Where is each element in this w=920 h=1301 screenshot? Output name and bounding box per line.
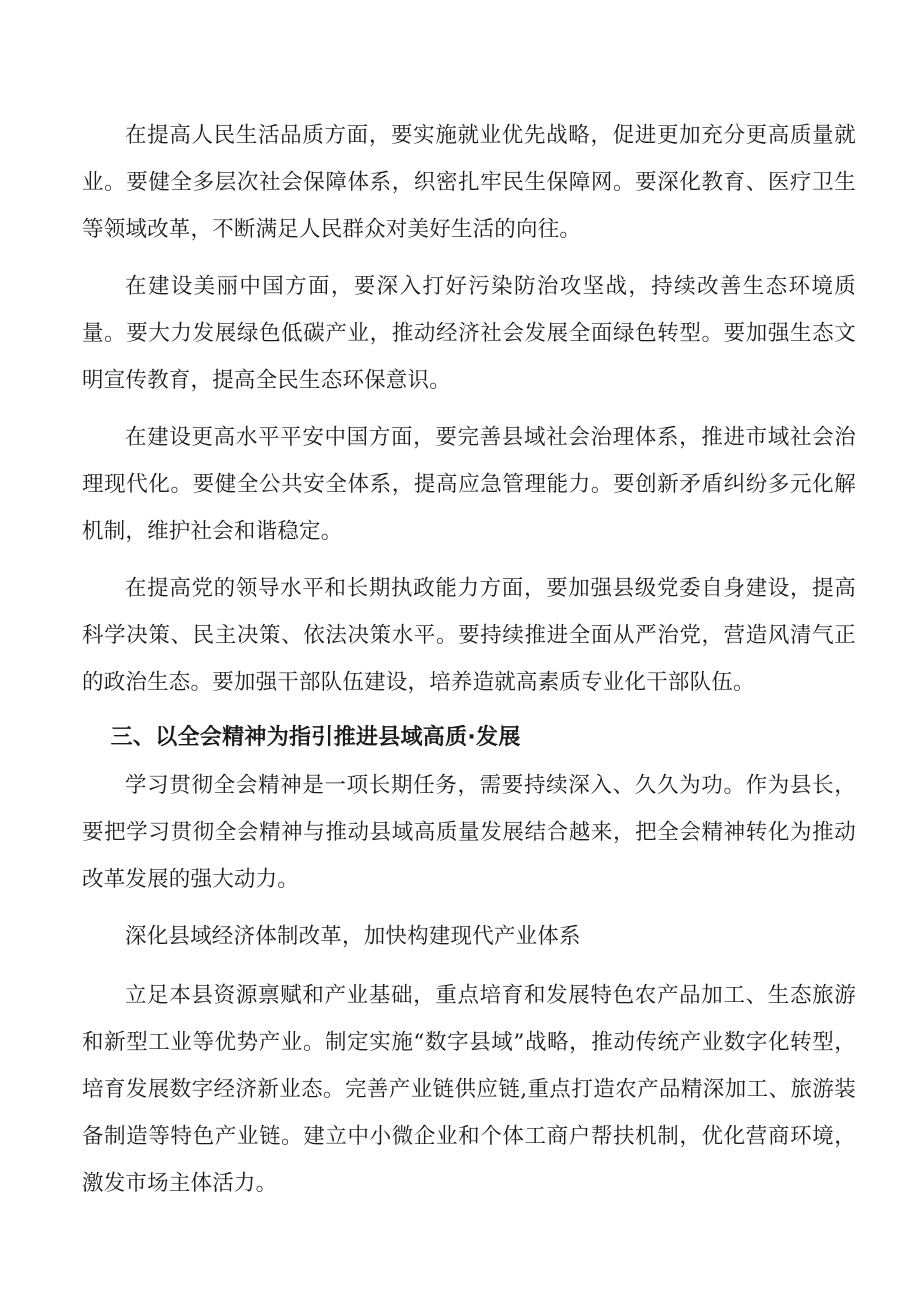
paragraph-living-quality: 在提高人民生活品质方面，要实施就业优先战略，促进更加充分更高质量就业。要健全多层次社会保障体系，织密扎牢民生保障网。要深化教育、医疗卫生等领域改革，不断满足人民群众对美好生活的向往。 (82, 123, 856, 242)
paragraph-beautiful-china: 在建设美丽中国方面，要深入打好污染防治攻坚战，持续改善生态环境质量。要大力发展绿色低碳产业，推动经济社会发展全面绿色转型。要加强生态文明宣传教育，提高全民生态环保意识。 (82, 274, 856, 393)
paragraph-study-spirit: 学习贯彻全会精神是一项长期任务，需要持续深入、久久为功。作为县长，要把学习贯彻全会精神与推动县域高质量发展结合越来，把全会精神转化为推动改革发展的强大动力。 (82, 773, 856, 892)
paragraph-subheading-reform: 深化县域经济体制改革，加快构建现代产业体系 (125, 924, 581, 949)
paragraph-party-leadership: 在提高党的领导水平和长期执政能力方面，要加强县级党委自身建设，提高科学决策、民主决策、依法决策水平。要持续推进全面从严治党，营造风清气正的政治生态。要加强干部队伍建设，培养造就高素质专业化干部队伍。 (82, 576, 856, 695)
paragraph-safe-china: 在建设更高水平平安中国方面，要完善县域社会治理体系，推进市域社会治理现代化。要健全公共安全体系，提高应急管理能力。要创新矛盾纠纷多元化解机制，维护社会和谐稳定。 (82, 425, 856, 544)
section-heading: 三、以全会精神为指引推进县域高质·发展 (110, 725, 521, 750)
paragraph-industry-system: 立足本县资源禀赋和产业基础，重点培育和发展特色农产品加工、生态旅游和新型工业等优势产业。制定实施“数字县域”战略，推动传统产业数字化转型，培育发展数字经济新业态。完善产业链供应链,重点打造农产品精深加工、旅游装备制造等特色产业链。建立中小微企业和个体工商户帮扶机制，优化营商环境，激发市场主体活力。 (82, 983, 856, 1196)
document-body (82, 112, 856, 1217)
